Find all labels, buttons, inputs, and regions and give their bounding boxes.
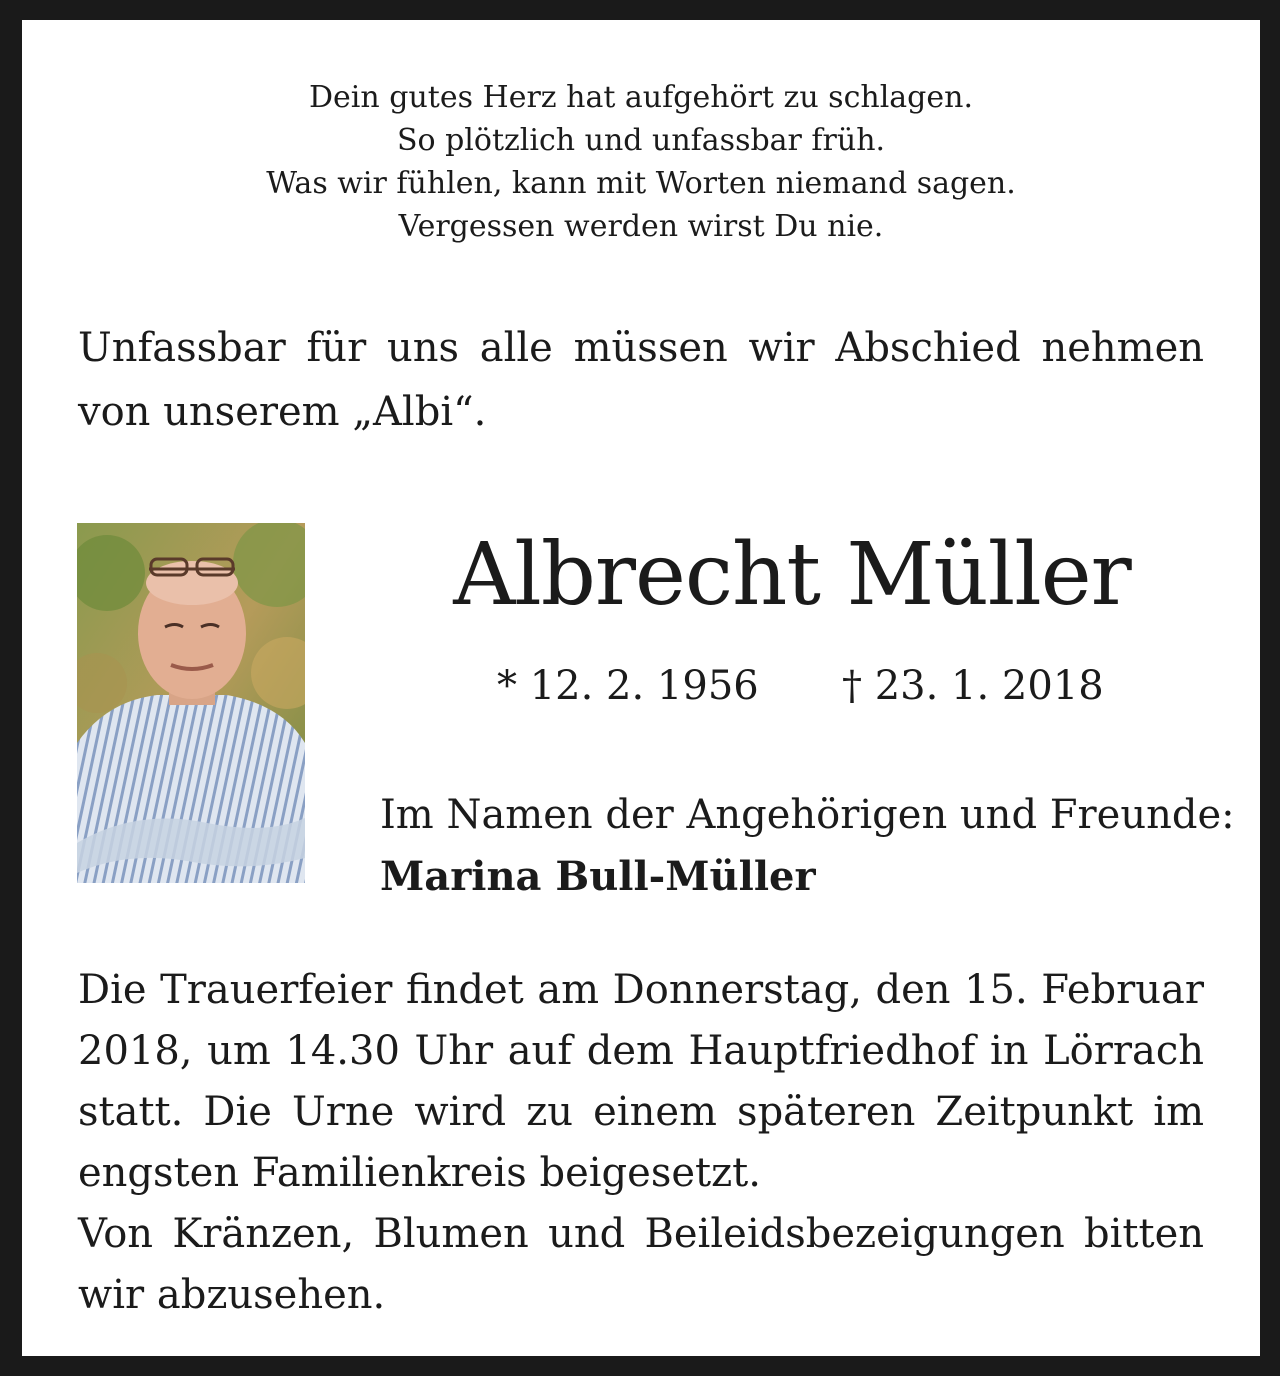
condolence-paragraph: Von Kränzen, Blumen und Beileidsbezeigungen bitten wir abzusehen. — [78, 1211, 1204, 1318]
poem-line: So plötzlich und unfassbar früh. — [396, 123, 886, 158]
obituary-notice — [22, 20, 1260, 1356]
birth-date: * 12. 2. 1956 — [497, 663, 759, 709]
deceased-name: Albrecht Müller — [453, 525, 1131, 625]
death-date: † 23. 1. 2018 — [842, 663, 1104, 709]
poem-line: Was wir fühlen, kann mit Worten niemand sagen. — [266, 166, 1016, 201]
signer-name: Marina Bull-Müller — [380, 853, 816, 900]
intro-text: Unfassbar für uns alle müssen wir Abschied nehmen von unserem „Albi“. — [78, 325, 1204, 435]
memorial-poem — [22, 76, 1260, 248]
poem-line: Dein gutes Herz hat aufgehört zu schlagen. — [309, 80, 973, 115]
portrait-photo — [77, 523, 305, 883]
family-signature — [380, 784, 1240, 908]
ceremony-details — [78, 960, 1204, 1326]
poem-line: Vergessen werden wirst Du nie. — [398, 209, 884, 244]
ceremony-paragraph: Die Trauerfeier findet am Donnerstag, den 15. Februar 2018, um 14.30 Uhr auf dem Hauptfriedhof in Lörrach statt. Die Urne wird zu einem späteren Zeitpunkt im engsten Familienkreis beigesetzt. — [78, 967, 1204, 1196]
family-line: Im Namen der Angehörigen und Freunde: — [380, 792, 1235, 838]
